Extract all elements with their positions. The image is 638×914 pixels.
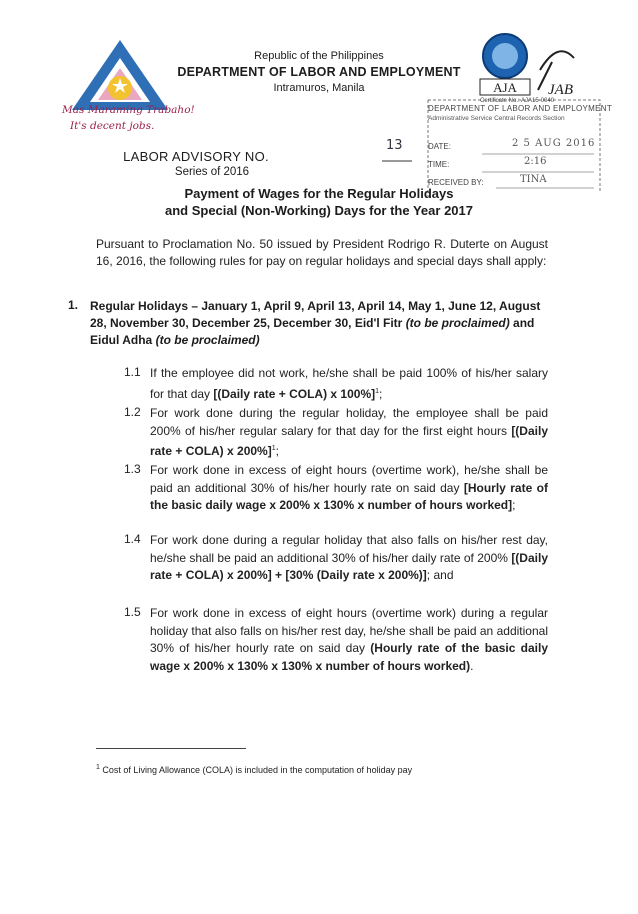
advisory-number: 13 — [386, 138, 403, 153]
subject-line2: and Special (Non-Working) Days for the Year 2017 — [164, 203, 473, 218]
advisory-number-underline — [382, 160, 412, 163]
footnote-rule — [96, 748, 246, 749]
item-1-2-text: For work done during the regular holiday, the employee shall be paid 200% of his/her regular salary for that day for the first eight hours [(Daily rate + COLA) x 200%]$^1$; — [150, 406, 548, 458]
stamp-department: DEPARTMENT OF LABOR AND EMPLOYMENT — [428, 104, 613, 113]
stamp-cert-no: Certificate No.: AJA15-0040 — [480, 98, 555, 104]
section1-number: 1. — [68, 298, 79, 312]
advisory-series: Series of 2016 — [174, 166, 250, 178]
stamp-received-value: TINA — [520, 174, 547, 185]
item-1-1-number: 1.1 — [124, 365, 141, 379]
footnote: $^1$ Cost of Living Allowance (COLA) is included in the computation of holiday pay — [96, 764, 413, 775]
stamp-date-label: DATE: — [428, 142, 451, 151]
motto-line2: It's decent jobs. — [70, 120, 155, 132]
item-1-4-text: For work done during a regular holiday that also falls on his/her rest day, he/she shall be paid an additional 30% of his/her daily rate of 200% [(Daily rate + COLA) x 200%] + [30% (Daily rate x 200%)]; and — [150, 533, 548, 582]
motto-line1: Mas Maraming Trabaho! — [62, 104, 195, 116]
subject-line1: Payment of Wages for the Regular Holidays — [184, 186, 454, 201]
stamp-date-value: 2 5 AUG 2016 — [512, 138, 596, 149]
intro-paragraph: Pursuant to Proclamation No. 50 issued by President Rodrigo R. Duterte on August 16, 2016, the following rules for pay on regular holidays and special days shall apply: — [96, 237, 548, 268]
item-1-4-number: 1.4 — [124, 532, 141, 546]
jab-text: JAB — [548, 82, 573, 98]
advisory-title: LABOR ADVISORY NO. — [123, 149, 269, 164]
stamp-received-label: RECEIVED BY: — [428, 178, 484, 187]
item-1-1-text: If the employee did not work, he/she shall be paid 100% of his/her salary for that day [(Daily rate + COLA) x 100%]$^1$; — [150, 366, 548, 401]
item-1-5-number: 1.5 — [124, 605, 141, 619]
stamp-time-value: 2:16 — [524, 156, 547, 167]
header-city: Intramuros, Manila — [273, 82, 365, 94]
stamp-office: Administrative Service Central Records Section — [428, 115, 565, 122]
stamp-time-label: TIME: — [428, 160, 450, 169]
header-department: DEPARTMENT OF LABOR AND EMPLOYMENT — [177, 65, 461, 79]
header-republic: Republic of the Philippines — [254, 50, 384, 62]
item-1-3-number: 1.3 — [124, 462, 141, 476]
item-1-5-text: For work done in excess of eight hours (overtime work) during a regular holiday that also falls on his/her rest day, he/she shall be paid an additional 30% of his/her hourly rate on said day (Hourly rate of the basic daily wage x 200% x 130% x 130% x number of hours worked). — [150, 606, 548, 673]
item-1-2-number: 1.2 — [124, 405, 141, 419]
aja-certification-logo — [476, 32, 534, 98]
section1-heading: Regular Holidays – January 1, April 9, April 13, April 14, May 1, June 12, August 28, November 30, December 25, December 30, Eid'l Fitr (to be proclaimed) and Eidul Adha (to be proclaimed) — [90, 299, 541, 347]
aja-text: AJA — [493, 80, 517, 95]
item-1-3-text: For work done in excess of eight hours (overtime work), he/she shall be paid an additional 30% of his/her hourly rate on said day [Hourly rate of the basic daily wage x 200% x 130% x number of hours worked]; — [150, 463, 548, 512]
jab-accreditation-logo — [534, 40, 580, 98]
